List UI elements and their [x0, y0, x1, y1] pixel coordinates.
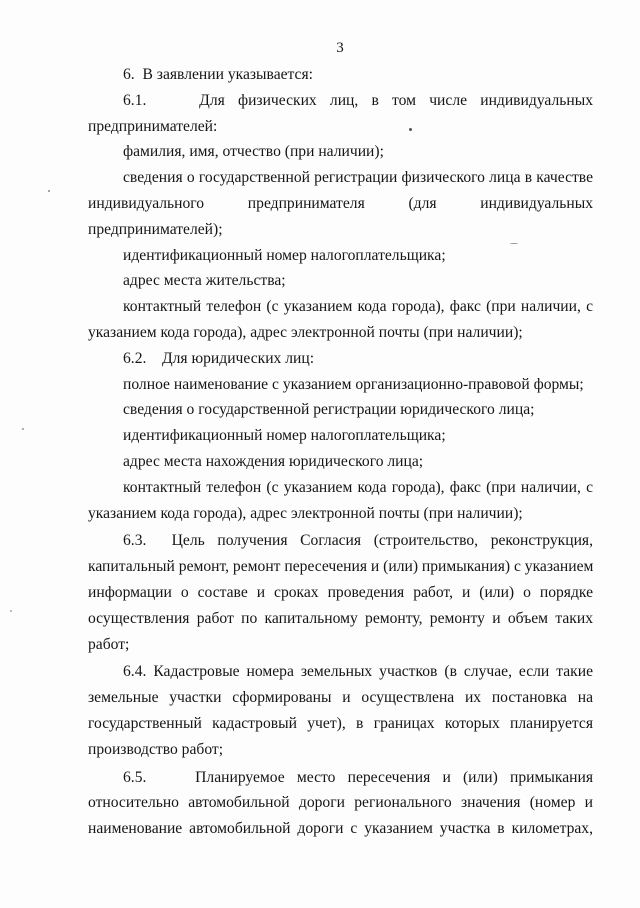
item-org-taxpayer-id: идентификационный номер налогоплательщика;	[123, 427, 446, 445]
item-contacts-cont: указанием кода города), адрес электронной почты (при наличии);	[88, 323, 523, 341]
section-6-3: 6.3. Цель получения Согласия (строительство, реконструкция,	[123, 532, 593, 550]
item-org-registration: сведения о государственной регистрации юридического лица;	[123, 401, 535, 419]
scan-speck	[48, 190, 50, 192]
scan-speck	[510, 243, 518, 244]
section-6-2-heading: 6.2. Для юридических лиц:	[123, 349, 315, 367]
scan-speck	[409, 128, 412, 131]
scan-speck	[10, 610, 12, 612]
item-full-name: фамилия, имя, отчество (при наличии);	[123, 143, 384, 161]
section-6-4-end: производство работ;	[88, 740, 224, 758]
item-state-registration-end: предпринимателей);	[88, 220, 223, 238]
section-6-5-cont-2: наименование автомобильной дороги с указанием участка в километрах,	[88, 820, 593, 838]
item-contacts: контактный телефон (с указанием кода города), факс (при наличии, с	[123, 298, 593, 316]
section-6-1-heading-cont: предпринимателей:	[88, 117, 218, 135]
section-6-4-cont-1: земельные участки сформированы и осуществлена их постановка на	[88, 689, 593, 707]
section-6-4: 6.4. Кадастровые номера земельных участков (в случае, если такие	[123, 663, 593, 681]
section-6-1-heading: 6.1. Для физических лиц, в том числе индивидуальных	[123, 91, 593, 109]
item-org-address: адрес места нахождения юридического лица;	[123, 452, 424, 470]
section-6-3-cont-2: информации о составе и сроках проведения работ, и (или) о порядке	[88, 583, 593, 601]
section-6-3-cont-1: капитальный ремонт, ремонт пересечения и (или) примыкания) с указанием	[88, 558, 593, 576]
item-state-registration-cont: индивидуального предпринимателя (для индивидуальных	[88, 194, 593, 212]
item-org-name: полное наименование с указанием организационно-правовой формы;	[123, 375, 584, 393]
item-state-registration: сведения о государственной регистрации физического лица в качестве	[123, 169, 593, 187]
section-6-3-cont-3: осуществления работ по капитальному ремонту, ремонту и объем таких	[88, 609, 593, 627]
section-6-5: 6.5. Планируемое место пересечения и (или) примыкания	[123, 768, 593, 786]
section-6-heading: 6. В заявлении указывается:	[123, 66, 313, 83]
scan-speck	[22, 428, 24, 430]
section-6-4-cont-2: государственный кадастровый учет), в границах которых планируется	[88, 714, 593, 732]
item-org-contacts: контактный телефон (с указанием кода города), факс (при наличии, с	[123, 478, 593, 496]
page-number: 3	[336, 40, 344, 56]
item-org-contacts-cont: указанием кода города), адрес электронной почты (при наличии);	[88, 504, 523, 522]
section-6-5-cont-1: относительно автомобильной дороги регионального значения (номер и	[88, 794, 593, 812]
item-residence-address: адрес места жительства;	[123, 272, 286, 290]
section-6-3-end: работ;	[88, 635, 130, 653]
document-body	[88, 62, 593, 842]
item-taxpayer-id: идентификационный номер налогоплательщика;	[123, 246, 446, 264]
